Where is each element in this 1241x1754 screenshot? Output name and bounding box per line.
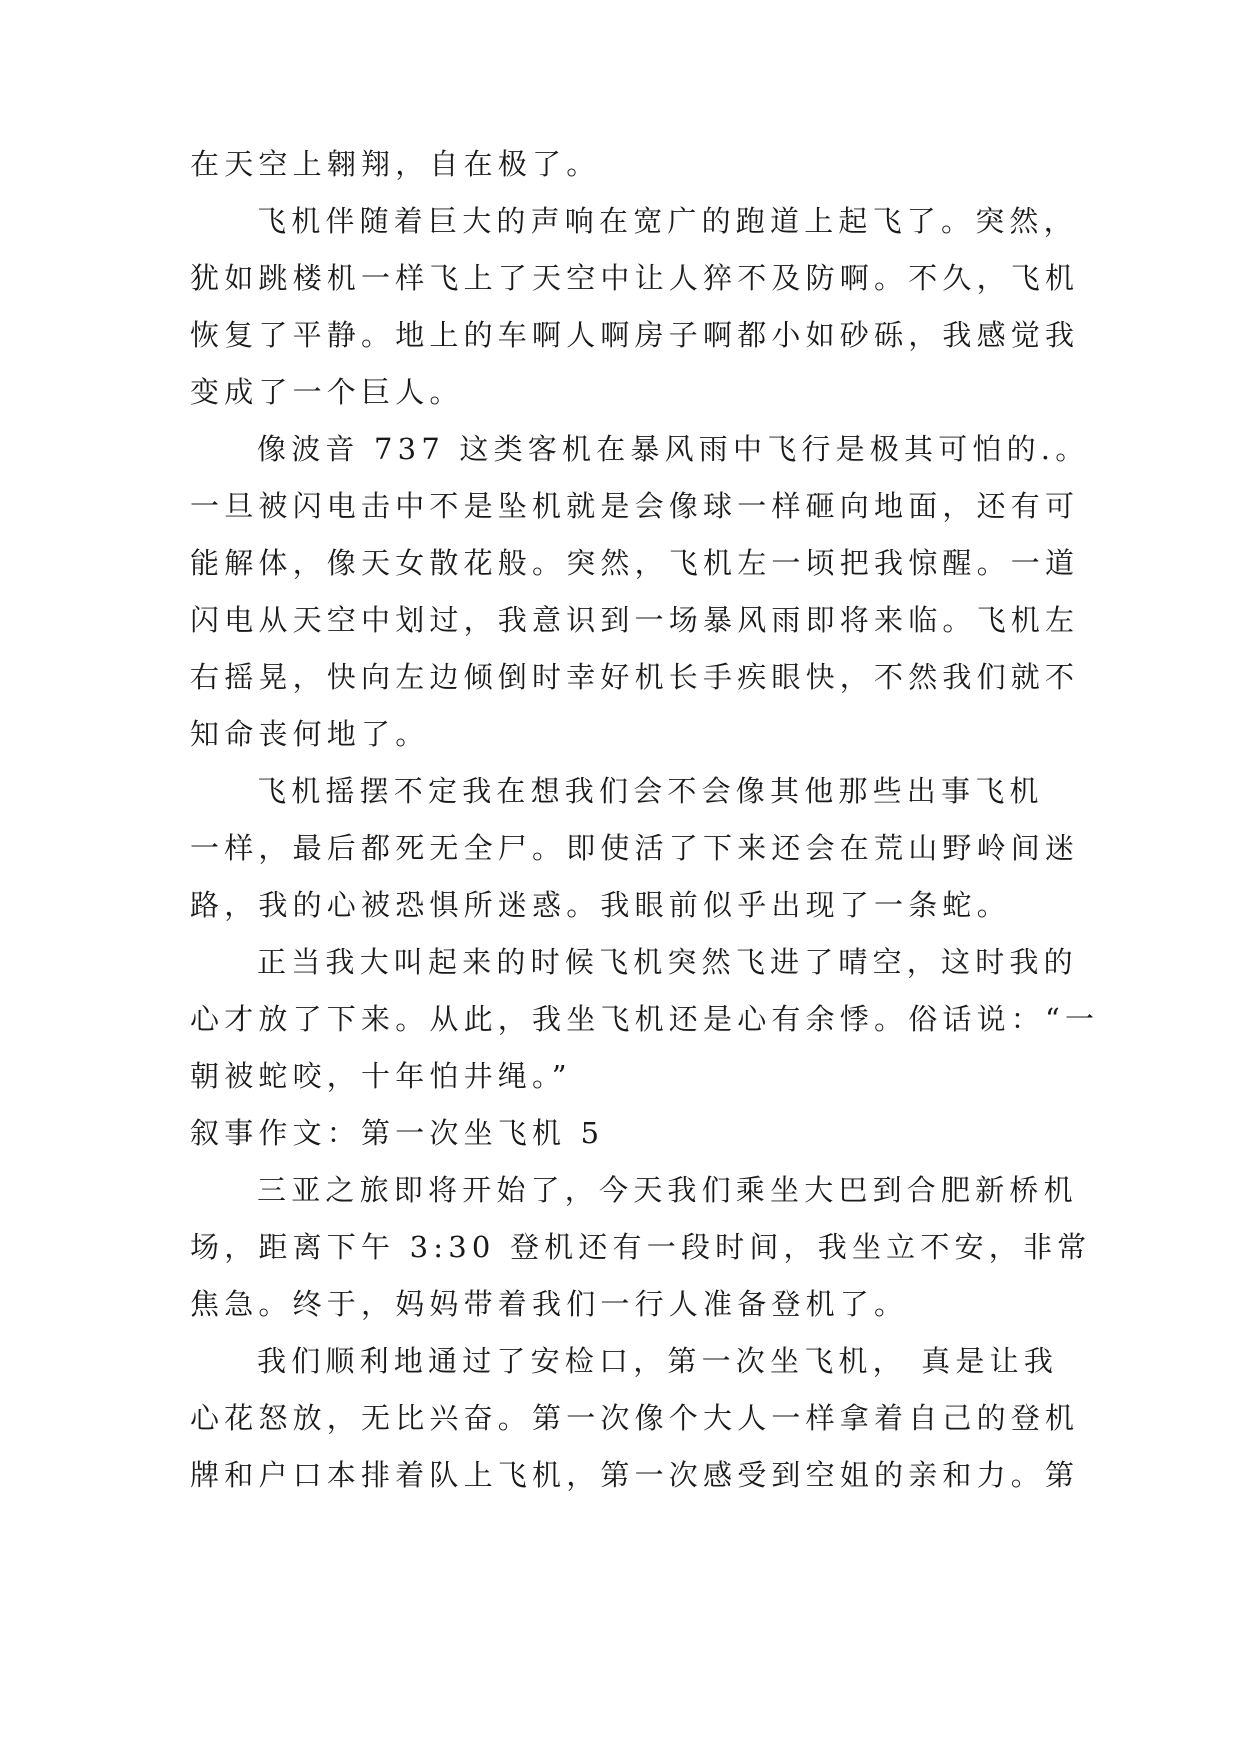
paragraph-line-6: 像波音 737 这类客机在暴风雨中飞行是极其可怕的.。 (257, 432, 1090, 466)
text-line-7: 一旦被闪电击中不是坠机就是会像球一样砸向地面，还有可 (190, 489, 1080, 523)
text-line-1: 在天空上翱翔，自在极了。 (190, 147, 601, 181)
paragraph-line-12: 飞机摇摆不定我在想我们会不会像其他那些出事飞机 (257, 774, 1044, 808)
paragraph-line-15: 正当我大叫起来的时候飞机突然飞进了晴空，这时我的 (257, 945, 1078, 979)
text-line-14: 路，我的心被恐惧所迷惑。我眼前似乎出现了一条蛇。 (190, 888, 1011, 922)
text-line-11: 知命丧何地了。 (190, 717, 430, 751)
section-heading: 叙事作文：第一次坐飞机 5 (190, 1116, 605, 1150)
text-line-5: 变成了一个巨人。 (190, 375, 464, 409)
text-line-21: 焦急。终于，妈妈带着我们一行人准备登机了。 (190, 1287, 909, 1321)
text-line-10: 右摇晃，快向左边倾倒时幸好机长手疾眼快，不然我们就不 (190, 660, 1080, 694)
paragraph-line-19: 三亚之旅即将开始了，今天我们乘坐大巴到合肥新桥机 (257, 1173, 1078, 1207)
paragraph-line-2: 飞机伴随着巨大的声响在宽广的跑道上起飞了。突然， (257, 204, 1078, 238)
paragraph-line-22: 我们顺利地通过了安检口，第一次坐飞机， 真是让我 (257, 1344, 1059, 1378)
text-line-9: 闪电从天空中划过，我意识到一场暴风雨即将来临。飞机左 (190, 603, 1080, 637)
text-line-20: 场，距离下午 3:30 登机还有一段时间，我坐立不安，非常 (190, 1230, 1092, 1264)
text-line-17: 朝被蛇咬，十年怕井绳。” (190, 1059, 572, 1093)
text-line-8: 能解体，像天女散花般。突然，飞机左一顷把我惊醒。一道 (190, 546, 1080, 580)
text-line-16: 心才放了下来。从此，我坐飞机还是心有余悸。俗话说：“一 (190, 1002, 1100, 1036)
text-line-3: 犹如跳楼机一样飞上了天空中让人猝不及防啊。不久，飞机 (190, 261, 1080, 295)
text-line-4: 恢复了平静。地上的车啊人啊房子啊都小如砂砾，我感觉我 (190, 318, 1080, 352)
text-line-24: 牌和户口本排着队上飞机，第一次感受到空姐的亲和力。第 (190, 1458, 1080, 1492)
text-line-23: 心花怒放，无比兴奋。第一次像个大人一样拿着自己的登机 (190, 1401, 1080, 1435)
text-line-13: 一样，最后都死无全尸。即使活了下来还会在荒山野岭间迷 (190, 831, 1080, 865)
